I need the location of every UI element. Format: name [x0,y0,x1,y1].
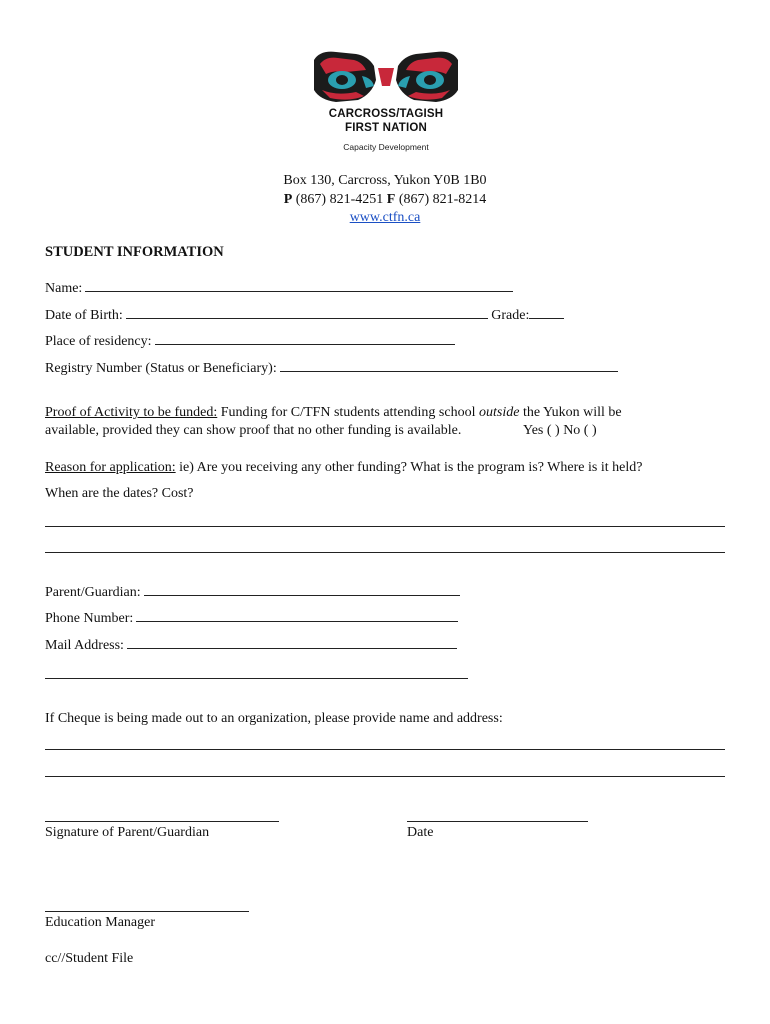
parent-signature-line[interactable] [45,821,279,822]
website-line [0,210,770,226]
residency-label: Place of residency: [45,334,152,349]
mail-label: Mail Address: [45,638,124,653]
proof-text-em: outside [478,405,520,420]
reason-answer-line-1[interactable] [45,526,725,527]
reason-paragraph-line1 [45,460,642,476]
address-line: Box 130, Carcross, Yukon Y0B 1B0 [283,173,487,188]
dob-label: Date of Birth: [45,308,123,323]
proof-paragraph-line2: available, provided they can show proof that no other funding is available. [45,423,462,438]
website-link[interactable]: www.ctfn.ca [349,210,421,225]
manager-label: Education Manager [45,915,156,930]
dob-input-line[interactable] [126,317,488,319]
registry-label: Registry Number (Status or Beneficiary): [45,361,277,376]
yes-no-options[interactable]: Yes ( ) No ( ) [523,423,597,438]
section-title: STUDENT INFORMATION [45,244,224,260]
ctfn-emblem-icon [306,46,466,108]
reason-answer-line-2[interactable] [45,552,725,553]
dob-field [45,308,564,324]
name-label: Name: [45,281,83,296]
cheque-instruction: If Cheque is being made out to an organization, please provide name and address: [45,711,503,726]
mail-input-line[interactable] [127,647,457,649]
name-input-line[interactable] [85,290,513,292]
reason-paragraph-line2: When are the dates? Cost? [45,486,194,501]
logo-department: Capacity Development [343,142,429,152]
guardian-field [45,585,460,601]
logo-name-line2: FIRST NATION [344,122,428,134]
guardian-input-line[interactable] [144,594,460,596]
mail-field [45,638,457,654]
registry-field [45,361,618,377]
parent-signature-label: Signature of Parent/Guardian [45,825,210,840]
date-label: Date [407,825,434,840]
phone-field-label: Phone Number: [45,611,134,626]
registry-input-line[interactable] [280,370,618,372]
phone-fax-line [0,192,770,208]
grade-input-line[interactable] [529,317,564,319]
proof-text-a: Funding for C/TFN students attending school [217,405,479,420]
residency-input-line[interactable] [155,343,455,345]
reason-text: ie) Are you receiving any other funding? What is the program is? Where is it held? [175,460,643,475]
cheque-answer-line-2[interactable] [45,776,725,777]
phone-label: P [283,192,293,207]
grade-label: Grade: [491,308,530,323]
ctfn-logo [306,46,466,154]
phone-number: (867) 821-4251 [292,192,387,207]
date-signature-line[interactable] [407,821,588,822]
proof-paragraph-line1 [45,405,622,421]
manager-signature-line[interactable] [45,911,249,912]
guardian-label: Parent/Guardian: [45,585,141,600]
name-field [45,281,513,297]
cc-note: cc//Student File [45,951,134,966]
cheque-answer-line-1[interactable] [45,749,725,750]
fax-label: F [386,192,396,207]
reason-heading: Reason for application: [45,460,176,475]
residency-field [45,334,455,350]
mail-address-line-2[interactable] [45,678,468,679]
fax-number: (867) 821-8214 [395,192,487,207]
proof-heading: Proof of Activity to be funded: [45,405,218,420]
phone-field [45,611,458,627]
phone-input-line[interactable] [136,620,458,622]
proof-text-b: the Yukon will be [519,405,622,420]
logo-name-line1: CARCROSS/TAGISH [328,108,444,120]
